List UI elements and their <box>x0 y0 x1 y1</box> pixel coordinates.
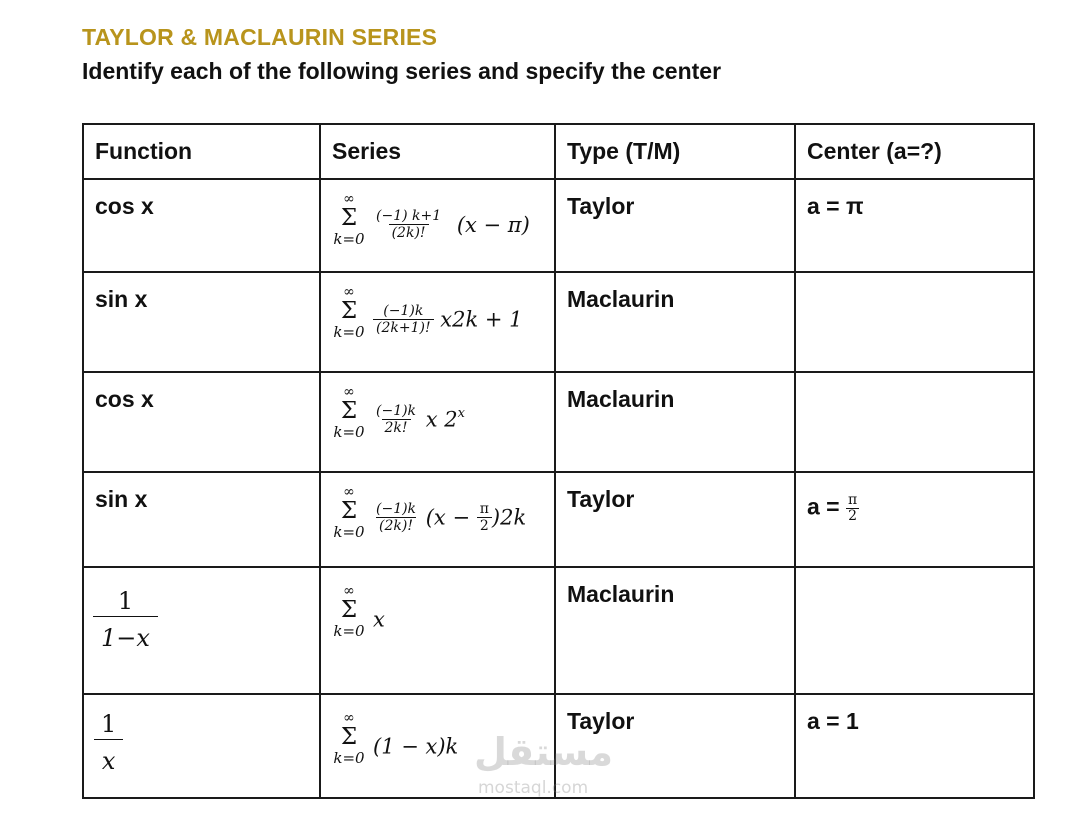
sigma-symbol: ∞ Σ k=0 <box>333 484 365 541</box>
series-expression <box>373 606 385 632</box>
fraction-denominator: (2k+1)! <box>373 319 434 336</box>
fraction-numerator: (−1) k+1 <box>376 208 442 224</box>
series-term-end: )2k <box>491 505 527 530</box>
type-cell: Maclaurin <box>555 372 795 472</box>
series-expression <box>373 733 458 759</box>
function-denominator: x <box>94 739 124 778</box>
pi-numerator: π <box>479 501 489 517</box>
center-cell: a = π <box>795 179 1034 272</box>
function-cell <box>83 567 320 694</box>
header-center: Center (a=?) <box>795 124 1034 179</box>
series-expression <box>373 208 530 241</box>
series-term: (x − <box>425 505 477 530</box>
series-exponent: x <box>457 406 465 421</box>
center-cell <box>795 567 1034 694</box>
series-expression <box>373 403 465 436</box>
fraction-numerator: (−1)k <box>376 403 417 419</box>
table-row <box>83 372 1034 472</box>
fraction-numerator: (−1)k <box>383 303 424 319</box>
page-heading: TAYLOR & MACLAURIN SERIES <box>82 24 438 50</box>
function-fraction <box>93 709 124 778</box>
function-cell: sin x <box>83 472 320 567</box>
sigma-symbol: ∞ Σ k=0 <box>333 583 365 640</box>
function-numerator: 1 <box>101 710 117 738</box>
sigma-symbol: ∞ Σ k=0 <box>333 284 365 341</box>
header-series: Series <box>320 124 555 179</box>
page-subheading: Identify each of the following series and specify the center <box>82 58 722 84</box>
table-row <box>83 567 1034 694</box>
type-cell: Maclaurin <box>555 272 795 372</box>
pi-denominator: 2 <box>477 517 492 534</box>
series-cell <box>320 179 555 272</box>
center-numerator: π <box>848 492 858 508</box>
series-term: (1 − x)k <box>373 734 459 759</box>
sigma-symbol: ∞ Σ k=0 <box>333 384 365 441</box>
fraction-denominator: (2k)! <box>376 517 416 534</box>
center-cell: a = 1 <box>795 694 1034 798</box>
series-table <box>82 123 1035 799</box>
type-cell: Taylor <box>555 472 795 567</box>
type-cell: Taylor <box>555 694 795 798</box>
type-cell: Maclaurin <box>555 567 795 694</box>
series-expression <box>373 303 523 336</box>
function-denominator: 1−x <box>93 616 158 655</box>
watermark-logo: مستقل <box>474 730 613 774</box>
series-term: x <box>373 607 385 632</box>
series-term: x 2 <box>425 407 458 432</box>
function-fraction <box>93 586 158 655</box>
function-numerator: 1 <box>117 587 134 615</box>
function-cell: cos x <box>83 372 320 472</box>
series-term: (x − π) <box>456 212 530 237</box>
series-expression <box>373 501 526 534</box>
fraction-numerator: (−1)k <box>376 501 417 517</box>
sigma-symbol: ∞ Σ k=0 <box>333 710 365 767</box>
table-row <box>83 472 1034 567</box>
function-cell <box>83 694 320 798</box>
series-term: x2k + 1 <box>440 307 523 332</box>
header-function: Function <box>83 124 320 179</box>
fraction-denominator: (2k)! <box>389 224 429 241</box>
header-type: Type (T/M) <box>555 124 795 179</box>
series-cell <box>320 567 555 694</box>
function-cell: cos x <box>83 179 320 272</box>
table-row <box>83 179 1034 272</box>
center-cell <box>795 372 1034 472</box>
table-header-row <box>83 124 1034 179</box>
center-cell <box>795 272 1034 372</box>
center-cell <box>795 472 1034 567</box>
series-cell <box>320 472 555 567</box>
series-cell <box>320 272 555 372</box>
center-prefix: a = <box>807 493 847 520</box>
sigma-symbol: ∞ Σ k=0 <box>333 191 365 248</box>
table-row <box>83 272 1034 372</box>
function-cell: sin x <box>83 272 320 372</box>
type-cell: Taylor <box>555 179 795 272</box>
series-cell <box>320 372 555 472</box>
fraction-denominator: 2k! <box>382 419 411 436</box>
watermark-url: mostaql.com <box>478 778 589 798</box>
center-denominator: 2 <box>848 508 858 524</box>
